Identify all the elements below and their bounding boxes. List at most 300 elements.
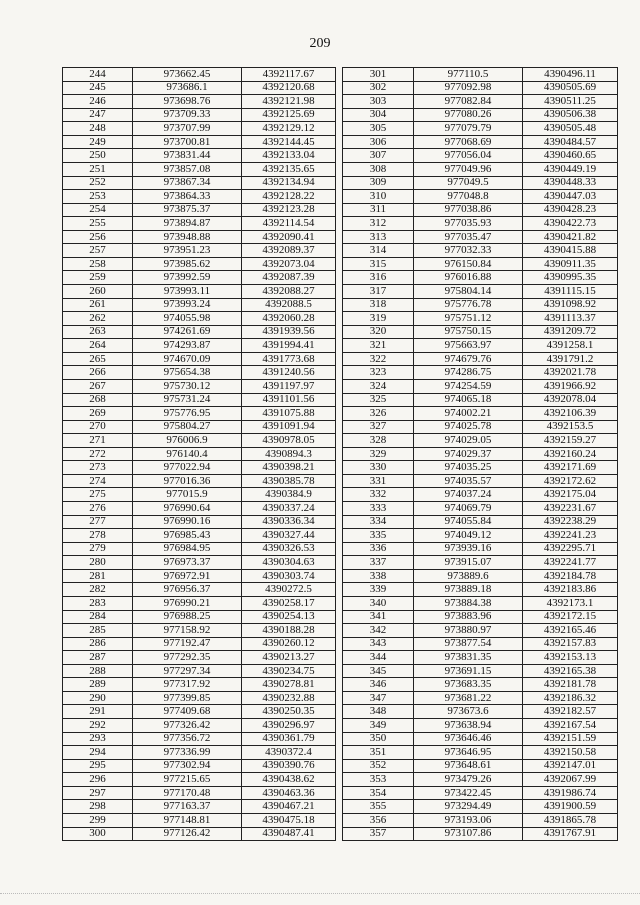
y-coordinate-cell: 4390428.23 — [523, 203, 618, 217]
x-coordinate-cell: 975776.95 — [133, 407, 242, 421]
point-number-cell: 248 — [63, 122, 133, 136]
y-coordinate-cell: 4392129.12 — [242, 122, 336, 136]
table-row — [63, 596, 336, 610]
point-number-cell: 291 — [63, 705, 133, 719]
x-coordinate-cell: 977035.93 — [414, 217, 523, 231]
y-coordinate-cell: 4390978.05 — [242, 434, 336, 448]
point-number-cell: 345 — [343, 664, 414, 678]
point-number-cell: 281 — [63, 569, 133, 583]
y-coordinate-cell: 4391098.92 — [523, 298, 618, 312]
y-coordinate-cell: 4391258.1 — [523, 339, 618, 353]
y-coordinate-cell: 4391767.91 — [523, 827, 618, 841]
x-coordinate-cell: 977317.92 — [133, 678, 242, 692]
table-row — [343, 325, 618, 339]
y-coordinate-cell: 4392150.58 — [523, 746, 618, 760]
table-row — [63, 257, 336, 271]
table-row — [63, 434, 336, 448]
y-coordinate-cell: 4392171.69 — [523, 461, 618, 475]
y-coordinate-cell: 4392067.99 — [523, 773, 618, 787]
y-coordinate-cell: 4390296.97 — [242, 719, 336, 733]
y-coordinate-cell: 4392088.5 — [242, 298, 336, 312]
table-row — [343, 285, 618, 299]
y-coordinate-cell: 4390449.19 — [523, 162, 618, 176]
table-row — [63, 732, 336, 746]
y-coordinate-cell: 4391101.56 — [242, 393, 336, 407]
coordinates-table-right — [342, 67, 618, 841]
y-coordinate-cell: 4392123.28 — [242, 203, 336, 217]
x-coordinate-cell: 977080.26 — [414, 108, 523, 122]
point-number-cell: 265 — [63, 352, 133, 366]
y-coordinate-cell: 4392241.23 — [523, 529, 618, 543]
y-coordinate-cell: 4392114.54 — [242, 217, 336, 231]
y-coordinate-cell: 4390438.62 — [242, 773, 336, 787]
point-number-cell: 319 — [343, 312, 414, 326]
table-row — [63, 325, 336, 339]
table-row — [63, 759, 336, 773]
x-coordinate-cell: 974029.05 — [414, 434, 523, 448]
y-coordinate-cell: 4392159.27 — [523, 434, 618, 448]
table-row — [63, 651, 336, 665]
x-coordinate-cell: 977032.33 — [414, 244, 523, 258]
point-number-cell: 292 — [63, 719, 133, 733]
y-coordinate-cell: 4392241.77 — [523, 556, 618, 570]
y-coordinate-cell: 4390505.69 — [523, 81, 618, 95]
x-coordinate-cell: 974286.75 — [414, 366, 523, 380]
x-coordinate-cell: 977015.9 — [133, 488, 242, 502]
table-row — [63, 800, 336, 814]
table-row — [343, 800, 618, 814]
x-coordinate-cell: 975804.14 — [414, 285, 523, 299]
point-number-cell: 306 — [343, 135, 414, 149]
point-number-cell: 349 — [343, 719, 414, 733]
table-body — [343, 68, 618, 841]
point-number-cell: 316 — [343, 271, 414, 285]
point-number-cell: 266 — [63, 366, 133, 380]
point-number-cell: 352 — [343, 759, 414, 773]
y-coordinate-cell: 4390385.78 — [242, 474, 336, 488]
table-row — [63, 556, 336, 570]
point-number-cell: 290 — [63, 691, 133, 705]
x-coordinate-cell: 976956.37 — [133, 583, 242, 597]
y-coordinate-cell: 4390188.28 — [242, 624, 336, 638]
y-coordinate-cell: 4392181.78 — [523, 678, 618, 692]
table-row — [63, 244, 336, 258]
x-coordinate-cell: 975804.27 — [133, 420, 242, 434]
point-number-cell: 347 — [343, 691, 414, 705]
point-number-cell: 264 — [63, 339, 133, 353]
x-coordinate-cell: 977399.85 — [133, 691, 242, 705]
point-number-cell: 276 — [63, 502, 133, 516]
point-number-cell: 295 — [63, 759, 133, 773]
table-row — [343, 556, 618, 570]
y-coordinate-cell: 4392165.46 — [523, 624, 618, 638]
x-coordinate-cell: 973673.6 — [414, 705, 523, 719]
table-row — [343, 379, 618, 393]
point-number-cell: 331 — [343, 474, 414, 488]
y-coordinate-cell: 4392125.69 — [242, 108, 336, 122]
point-number-cell: 285 — [63, 624, 133, 638]
x-coordinate-cell: 977038.86 — [414, 203, 523, 217]
y-coordinate-cell: 4390467.21 — [242, 800, 336, 814]
table-row — [343, 149, 618, 163]
x-coordinate-cell: 976140.4 — [133, 447, 242, 461]
table-row — [63, 135, 336, 149]
point-number-cell: 337 — [343, 556, 414, 570]
y-coordinate-cell: 4391994.41 — [242, 339, 336, 353]
point-number-cell: 315 — [343, 257, 414, 271]
table-row — [63, 285, 336, 299]
x-coordinate-cell: 974035.57 — [414, 474, 523, 488]
y-coordinate-cell: 4390995.35 — [523, 271, 618, 285]
point-number-cell: 260 — [63, 285, 133, 299]
table-row — [343, 705, 618, 719]
x-coordinate-cell: 974035.25 — [414, 461, 523, 475]
x-coordinate-cell: 977079.79 — [414, 122, 523, 136]
table-row — [63, 122, 336, 136]
y-coordinate-cell: 4392182.57 — [523, 705, 618, 719]
x-coordinate-cell: 977022.94 — [133, 461, 242, 475]
table-row — [343, 488, 618, 502]
point-number-cell: 313 — [343, 230, 414, 244]
table-row — [63, 68, 336, 82]
point-number-cell: 307 — [343, 149, 414, 163]
point-number-cell: 253 — [63, 190, 133, 204]
y-coordinate-cell: 4391986.74 — [523, 786, 618, 800]
y-coordinate-cell: 4392128.22 — [242, 190, 336, 204]
table-row — [343, 203, 618, 217]
point-number-cell: 354 — [343, 786, 414, 800]
x-coordinate-cell: 973700.81 — [133, 135, 242, 149]
table-row — [63, 203, 336, 217]
table-row — [343, 624, 618, 638]
y-coordinate-cell: 4390505.48 — [523, 122, 618, 136]
table-row — [63, 312, 336, 326]
y-coordinate-cell: 4392133.04 — [242, 149, 336, 163]
point-number-cell: 296 — [63, 773, 133, 787]
x-coordinate-cell: 974065.18 — [414, 393, 523, 407]
y-coordinate-cell: 4391900.59 — [523, 800, 618, 814]
point-number-cell: 269 — [63, 407, 133, 421]
table-row — [63, 542, 336, 556]
x-coordinate-cell: 973648.61 — [414, 759, 523, 773]
y-coordinate-cell: 4392106.39 — [523, 407, 618, 421]
table-row — [63, 691, 336, 705]
table-row — [343, 759, 618, 773]
x-coordinate-cell: 973993.24 — [133, 298, 242, 312]
table-row — [343, 610, 618, 624]
x-coordinate-cell: 973646.46 — [414, 732, 523, 746]
y-coordinate-cell: 4390475.18 — [242, 813, 336, 827]
x-coordinate-cell: 977192.47 — [133, 637, 242, 651]
y-coordinate-cell: 4390232.88 — [242, 691, 336, 705]
y-coordinate-cell: 4390384.9 — [242, 488, 336, 502]
table-row — [343, 366, 618, 380]
point-number-cell: 275 — [63, 488, 133, 502]
y-coordinate-cell: 4392151.59 — [523, 732, 618, 746]
x-coordinate-cell: 977326.42 — [133, 719, 242, 733]
y-coordinate-cell: 4392157.83 — [523, 637, 618, 651]
y-coordinate-cell: 4391075.88 — [242, 407, 336, 421]
table-row — [63, 420, 336, 434]
x-coordinate-cell: 973951.23 — [133, 244, 242, 258]
coordinates-table-left — [62, 67, 336, 841]
table-row — [63, 637, 336, 651]
x-coordinate-cell: 973707.99 — [133, 122, 242, 136]
y-coordinate-cell: 4392238.29 — [523, 515, 618, 529]
y-coordinate-cell: 4391865.78 — [523, 813, 618, 827]
x-coordinate-cell: 974679.76 — [414, 352, 523, 366]
y-coordinate-cell: 4392021.78 — [523, 366, 618, 380]
point-number-cell: 271 — [63, 434, 133, 448]
y-coordinate-cell: 4392087.39 — [242, 271, 336, 285]
y-coordinate-cell: 4392117.67 — [242, 68, 336, 82]
table-row — [343, 746, 618, 760]
x-coordinate-cell: 977049.5 — [414, 176, 523, 190]
y-coordinate-cell: 4390304.63 — [242, 556, 336, 570]
y-coordinate-cell: 4392121.98 — [242, 95, 336, 109]
table-row — [343, 786, 618, 800]
x-coordinate-cell: 973294.49 — [414, 800, 523, 814]
y-coordinate-cell: 4390260.12 — [242, 637, 336, 651]
table-row — [343, 230, 618, 244]
y-coordinate-cell: 4392120.68 — [242, 81, 336, 95]
x-coordinate-cell: 976990.21 — [133, 596, 242, 610]
point-number-cell: 348 — [343, 705, 414, 719]
table-row — [343, 773, 618, 787]
point-number-cell: 330 — [343, 461, 414, 475]
table-row — [63, 705, 336, 719]
x-coordinate-cell: 977049.96 — [414, 162, 523, 176]
table-row — [63, 569, 336, 583]
table-row — [343, 434, 618, 448]
table-row — [343, 176, 618, 190]
x-coordinate-cell: 973889.18 — [414, 583, 523, 597]
point-number-cell: 325 — [343, 393, 414, 407]
point-number-cell: 328 — [343, 434, 414, 448]
y-coordinate-cell: 4390460.65 — [523, 149, 618, 163]
x-coordinate-cell: 977163.37 — [133, 800, 242, 814]
x-coordinate-cell: 975750.15 — [414, 325, 523, 339]
point-number-cell: 346 — [343, 678, 414, 692]
point-number-cell: 284 — [63, 610, 133, 624]
x-coordinate-cell: 974037.24 — [414, 488, 523, 502]
x-coordinate-cell: 977035.47 — [414, 230, 523, 244]
point-number-cell: 288 — [63, 664, 133, 678]
point-number-cell: 326 — [343, 407, 414, 421]
point-number-cell: 246 — [63, 95, 133, 109]
y-coordinate-cell: 4392153.13 — [523, 651, 618, 665]
point-number-cell: 289 — [63, 678, 133, 692]
x-coordinate-cell: 977148.81 — [133, 813, 242, 827]
y-coordinate-cell: 4392144.45 — [242, 135, 336, 149]
y-coordinate-cell: 4390398.21 — [242, 461, 336, 475]
x-coordinate-cell: 974049.12 — [414, 529, 523, 543]
x-coordinate-cell: 977082.84 — [414, 95, 523, 109]
x-coordinate-cell: 977356.72 — [133, 732, 242, 746]
point-number-cell: 280 — [63, 556, 133, 570]
x-coordinate-cell: 977336.99 — [133, 746, 242, 760]
y-coordinate-cell: 4390361.79 — [242, 732, 336, 746]
point-number-cell: 333 — [343, 502, 414, 516]
point-number-cell: 245 — [63, 81, 133, 95]
y-coordinate-cell: 4391209.72 — [523, 325, 618, 339]
x-coordinate-cell: 973691.15 — [414, 664, 523, 678]
table-row — [63, 488, 336, 502]
point-number-cell: 247 — [63, 108, 133, 122]
point-number-cell: 262 — [63, 312, 133, 326]
scan-edge — [0, 893, 640, 902]
y-coordinate-cell: 4390448.33 — [523, 176, 618, 190]
point-number-cell: 312 — [343, 217, 414, 231]
point-number-cell: 324 — [343, 379, 414, 393]
point-number-cell: 273 — [63, 461, 133, 475]
x-coordinate-cell: 976016.88 — [414, 271, 523, 285]
table-row — [63, 190, 336, 204]
y-coordinate-cell: 4390421.82 — [523, 230, 618, 244]
x-coordinate-cell: 976990.16 — [133, 515, 242, 529]
table-row — [63, 813, 336, 827]
point-number-cell: 320 — [343, 325, 414, 339]
point-number-cell: 351 — [343, 746, 414, 760]
y-coordinate-cell: 4390487.41 — [242, 827, 336, 841]
table-row — [63, 95, 336, 109]
y-coordinate-cell: 4392165.38 — [523, 664, 618, 678]
y-coordinate-cell: 4391113.37 — [523, 312, 618, 326]
y-coordinate-cell: 4390326.53 — [242, 542, 336, 556]
y-coordinate-cell: 4390496.11 — [523, 68, 618, 82]
y-coordinate-cell: 4390372.4 — [242, 746, 336, 760]
x-coordinate-cell: 973877.54 — [414, 637, 523, 651]
y-coordinate-cell: 4392184.78 — [523, 569, 618, 583]
y-coordinate-cell: 4392153.5 — [523, 420, 618, 434]
y-coordinate-cell: 4392089.37 — [242, 244, 336, 258]
y-coordinate-cell: 4392073.04 — [242, 257, 336, 271]
point-number-cell: 249 — [63, 135, 133, 149]
x-coordinate-cell: 973883.96 — [414, 610, 523, 624]
x-coordinate-cell: 973107.86 — [414, 827, 523, 841]
y-coordinate-cell: 4392295.71 — [523, 542, 618, 556]
y-coordinate-cell: 4391240.56 — [242, 366, 336, 380]
x-coordinate-cell: 976988.25 — [133, 610, 242, 624]
y-coordinate-cell: 4391966.92 — [523, 379, 618, 393]
x-coordinate-cell: 976150.84 — [414, 257, 523, 271]
y-coordinate-cell: 4390447.03 — [523, 190, 618, 204]
x-coordinate-cell: 975654.38 — [133, 366, 242, 380]
x-coordinate-cell: 975751.12 — [414, 312, 523, 326]
point-number-cell: 344 — [343, 651, 414, 665]
y-coordinate-cell: 4392167.54 — [523, 719, 618, 733]
y-coordinate-cell: 4390327.44 — [242, 529, 336, 543]
x-coordinate-cell: 973948.88 — [133, 230, 242, 244]
table-row — [343, 515, 618, 529]
x-coordinate-cell: 973939.16 — [414, 542, 523, 556]
table-row — [63, 827, 336, 841]
table-row — [63, 447, 336, 461]
x-coordinate-cell: 976973.37 — [133, 556, 242, 570]
table-row — [63, 352, 336, 366]
table-row — [343, 691, 618, 705]
y-coordinate-cell: 4390303.74 — [242, 569, 336, 583]
x-coordinate-cell: 973683.35 — [414, 678, 523, 692]
table-row — [343, 108, 618, 122]
table-row — [343, 217, 618, 231]
y-coordinate-cell: 4392175.04 — [523, 488, 618, 502]
point-number-cell: 255 — [63, 217, 133, 231]
y-coordinate-cell: 4392186.32 — [523, 691, 618, 705]
x-coordinate-cell: 977110.5 — [414, 68, 523, 82]
table-row — [343, 569, 618, 583]
x-coordinate-cell: 975776.78 — [414, 298, 523, 312]
point-number-cell: 301 — [343, 68, 414, 82]
table-row — [63, 149, 336, 163]
point-number-cell: 274 — [63, 474, 133, 488]
table-row — [343, 474, 618, 488]
table-row — [63, 81, 336, 95]
point-number-cell: 279 — [63, 542, 133, 556]
table-row — [343, 678, 618, 692]
table-row — [63, 108, 336, 122]
y-coordinate-cell: 4390422.73 — [523, 217, 618, 231]
point-number-cell: 277 — [63, 515, 133, 529]
x-coordinate-cell: 974254.59 — [414, 379, 523, 393]
x-coordinate-cell: 974002.21 — [414, 407, 523, 421]
table-row — [343, 596, 618, 610]
table-row — [343, 244, 618, 258]
point-number-cell: 338 — [343, 569, 414, 583]
x-coordinate-cell: 975730.12 — [133, 379, 242, 393]
table-row — [63, 162, 336, 176]
table-row — [343, 813, 618, 827]
x-coordinate-cell: 974029.37 — [414, 447, 523, 461]
table-row — [343, 407, 618, 421]
x-coordinate-cell: 977292.35 — [133, 651, 242, 665]
y-coordinate-cell: 4391197.97 — [242, 379, 336, 393]
point-number-cell: 353 — [343, 773, 414, 787]
x-coordinate-cell: 976985.43 — [133, 529, 242, 543]
x-coordinate-cell: 977170.48 — [133, 786, 242, 800]
table-row — [63, 407, 336, 421]
y-coordinate-cell: 4392090.41 — [242, 230, 336, 244]
x-coordinate-cell: 973646.95 — [414, 746, 523, 760]
x-coordinate-cell: 974069.79 — [414, 502, 523, 516]
x-coordinate-cell: 973831.44 — [133, 149, 242, 163]
y-coordinate-cell: 4392183.86 — [523, 583, 618, 597]
table-row — [63, 366, 336, 380]
point-number-cell: 257 — [63, 244, 133, 258]
point-number-cell: 261 — [63, 298, 133, 312]
point-number-cell: 314 — [343, 244, 414, 258]
point-number-cell: 294 — [63, 746, 133, 760]
y-coordinate-cell: 4390258.17 — [242, 596, 336, 610]
x-coordinate-cell: 974670.09 — [133, 352, 242, 366]
x-coordinate-cell: 975663.97 — [414, 339, 523, 353]
point-number-cell: 256 — [63, 230, 133, 244]
x-coordinate-cell: 977409.68 — [133, 705, 242, 719]
table-row — [343, 298, 618, 312]
point-number-cell: 305 — [343, 122, 414, 136]
point-number-cell: 339 — [343, 583, 414, 597]
y-coordinate-cell: 4390272.5 — [242, 583, 336, 597]
point-number-cell: 287 — [63, 651, 133, 665]
point-number-cell: 343 — [343, 637, 414, 651]
table-row — [343, 68, 618, 82]
x-coordinate-cell: 973993.11 — [133, 285, 242, 299]
x-coordinate-cell: 974055.98 — [133, 312, 242, 326]
table-row — [343, 135, 618, 149]
table-row — [343, 827, 618, 841]
point-number-cell: 318 — [343, 298, 414, 312]
x-coordinate-cell: 973662.45 — [133, 68, 242, 82]
